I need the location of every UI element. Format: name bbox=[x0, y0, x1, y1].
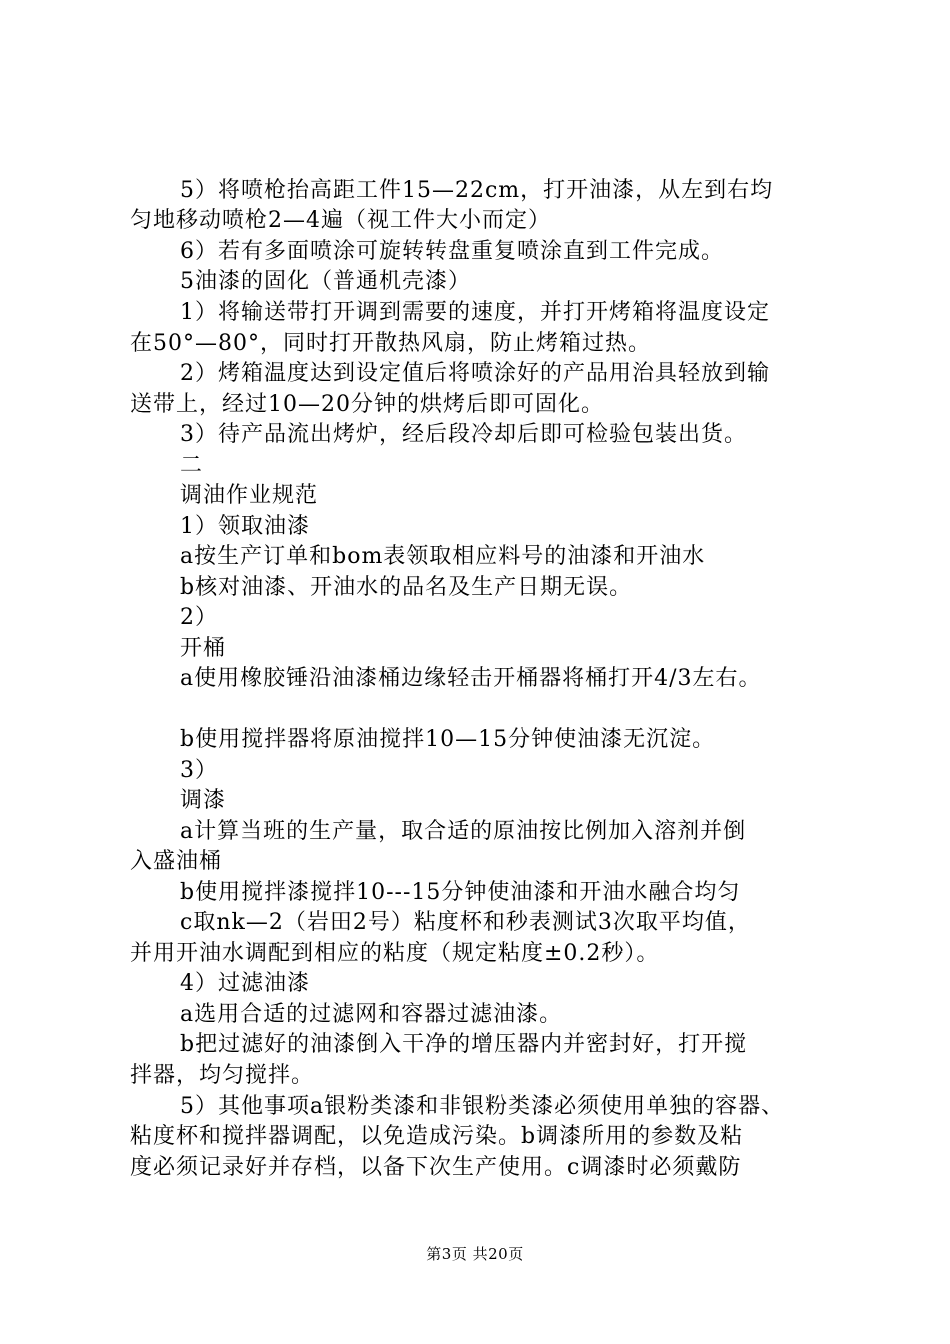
text-line: 3） bbox=[180, 758, 218, 783]
text-line: b使用搅拌漆搅拌10---15分钟使油漆和开油水融合均匀 bbox=[180, 880, 741, 905]
text-line: 开桶 bbox=[180, 636, 227, 661]
text-line: b使用搅拌器将原油搅拌10—15分钟使油漆无沉淀。 bbox=[180, 727, 716, 752]
text-line: 2）烤箱温度达到设定值后将喷涂好的产品用治具轻放到输 bbox=[180, 361, 770, 386]
text-line: 5）将喷枪抬高距工件15—22cm，打开油漆，从左到右均 bbox=[180, 178, 774, 203]
text-line: b核对油漆、开油水的品名及生产日期无误。 bbox=[180, 575, 633, 600]
text-line: 送带上，经过10—20分钟的烘烤后即可固化。 bbox=[130, 392, 604, 417]
text-line: 1）将输送带打开调到需要的速度，并打开烤箱将温度设定 bbox=[180, 300, 770, 325]
text-line: a按生产订单和bom表领取相应料号的油漆和开油水 bbox=[180, 544, 706, 569]
text-line: a计算当班的生产量，取合适的原油按比例加入溶剂并倒 bbox=[180, 819, 747, 844]
text-line: 3）待产品流出烤炉，经后段冷却后即可检验包装出货。 bbox=[180, 422, 747, 447]
text-line: 并用开油水调配到相应的粘度（规定粘度±0.2秒）。 bbox=[130, 941, 660, 966]
text-line: 拌器，均匀搅拌。 bbox=[130, 1063, 315, 1088]
section-title: 调油作业规范 bbox=[180, 483, 319, 508]
text-line: a使用橡胶锤沿油漆桶边缘轻击开桶器将桶打开4/3左右。 bbox=[180, 666, 762, 691]
text-line: 5油漆的固化（普通机壳漆） bbox=[180, 269, 471, 294]
page-footer: 第3页 共20页 bbox=[426, 1245, 524, 1263]
text-line: 2） bbox=[180, 605, 218, 630]
text-line: 粘度杯和搅拌器调配，以免造成污染。b调漆所用的参数及粘 bbox=[130, 1124, 744, 1149]
text-line: 4）过滤油漆 bbox=[180, 971, 310, 996]
text-line: 1）领取油漆 bbox=[180, 514, 310, 539]
text-line: 在50°—80°，同时打开散热风扇，防止烤箱过热。 bbox=[130, 331, 651, 356]
text-line: c取nk—2（岩田2号）粘度杯和秒表测试3次取平均值， bbox=[180, 910, 751, 935]
text-line: 6）若有多面喷涂可旋转转盘重复喷涂直到工件完成。 bbox=[180, 239, 724, 264]
text-line: 二 bbox=[180, 453, 204, 478]
text-line: 入盛油桶 bbox=[130, 849, 223, 874]
text-line: 调漆 bbox=[180, 788, 227, 813]
text-line: 度必须记录好并存档，以备下次生产使用。c调漆时必须戴防 bbox=[130, 1155, 742, 1180]
text-line: 匀地移动喷枪2—4遍（视工件大小而定） bbox=[130, 208, 551, 233]
text-line: b把过滤好的油漆倒入干净的增压器内并密封好，打开搅 bbox=[180, 1032, 748, 1057]
text-line: 5）其他事项a银粉类漆和非银粉类漆必须使用单独的容器、 bbox=[180, 1094, 785, 1119]
text-line: a选用合适的过滤网和容器过滤油漆。 bbox=[180, 1002, 563, 1027]
